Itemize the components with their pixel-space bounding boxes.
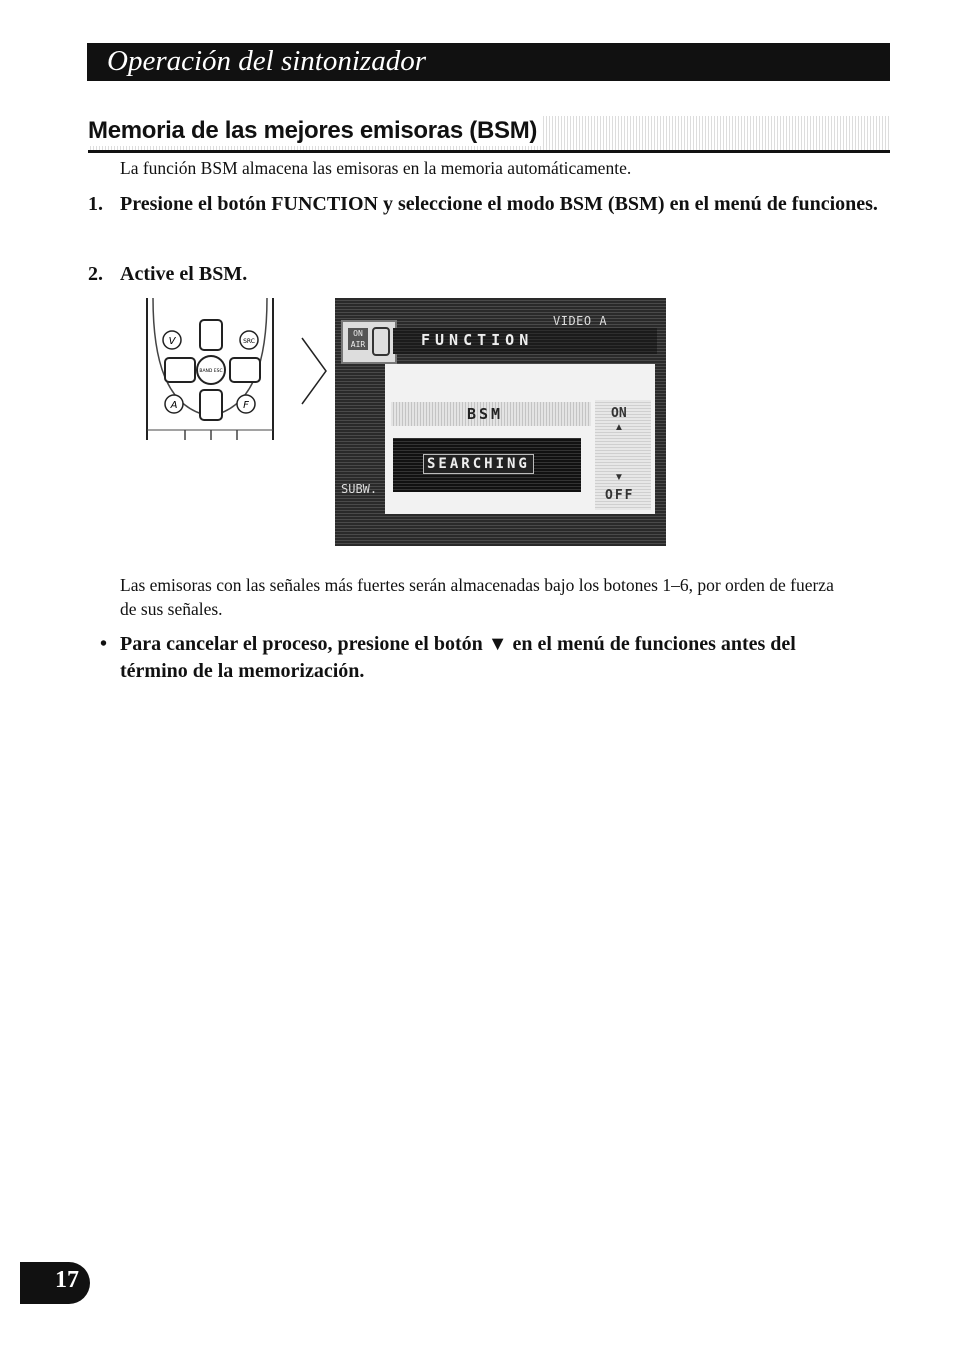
menu-item-bsm bbox=[391, 402, 591, 426]
chapter-title-bar bbox=[87, 43, 890, 81]
step-1-text: Presione el botón FUNCTION y seleccione el modo BSM (BSM) en el menú de funciones. bbox=[120, 193, 878, 215]
on-air-label: ON AIR bbox=[348, 328, 368, 350]
cancel-note-text: Para cancelar el proceso, presione el botón ▼ en el menú de funciones antes del término de la memorización. bbox=[120, 633, 796, 682]
down-arrow-icon: ▼ bbox=[614, 472, 624, 483]
subwoofer-label: SUBW. bbox=[341, 482, 378, 496]
remote-label-src: SRC bbox=[243, 338, 255, 345]
body-paragraph: Las emisoras con las señales más fuertes serán almacenadas bajo los botones 1–6, por orden de fuerza de sus señales. bbox=[120, 575, 834, 619]
function-label: FUNCTION bbox=[421, 331, 534, 349]
plug-icon bbox=[372, 327, 390, 356]
remote-label-f: F bbox=[243, 400, 249, 411]
bullet-dot: • bbox=[100, 633, 108, 655]
remote-label-band-esc: BAND ESC bbox=[199, 369, 223, 374]
page-number: 17 bbox=[55, 1267, 79, 1293]
menu-panel bbox=[385, 364, 655, 514]
searching-label: SEARCHING bbox=[423, 454, 534, 474]
remote-control-illustration bbox=[145, 298, 275, 440]
on-off-selector bbox=[595, 400, 651, 510]
page-number-tab bbox=[20, 1262, 90, 1304]
off-label: OFF bbox=[605, 488, 635, 503]
menu-item-bsm-label: BSM bbox=[467, 405, 504, 423]
remote-label-v: V bbox=[168, 336, 176, 347]
step-2-number: 2. bbox=[88, 263, 103, 285]
searching-banner bbox=[393, 438, 581, 492]
video-input-label: VIDEO A bbox=[553, 314, 608, 328]
on-air-icon bbox=[341, 320, 397, 364]
section-heading-bar bbox=[88, 116, 890, 153]
on-label: ON bbox=[611, 406, 627, 421]
remote-label-a: A bbox=[170, 400, 178, 411]
step-1-number: 1. bbox=[88, 193, 103, 215]
section-title: Memoria de las mejores emisoras (BSM) bbox=[88, 116, 543, 146]
function-display-screen bbox=[335, 298, 666, 546]
function-header bbox=[393, 328, 657, 354]
chapter-title: Operación del sintonizador bbox=[107, 45, 426, 77]
up-arrow-icon: ▲ bbox=[614, 422, 624, 433]
step-2-text: Active el BSM. bbox=[120, 263, 248, 285]
intro-paragraph: La función BSM almacena las emisoras en la memoria automáticamente. bbox=[120, 158, 632, 178]
arrow-indicator-icon bbox=[300, 336, 330, 406]
